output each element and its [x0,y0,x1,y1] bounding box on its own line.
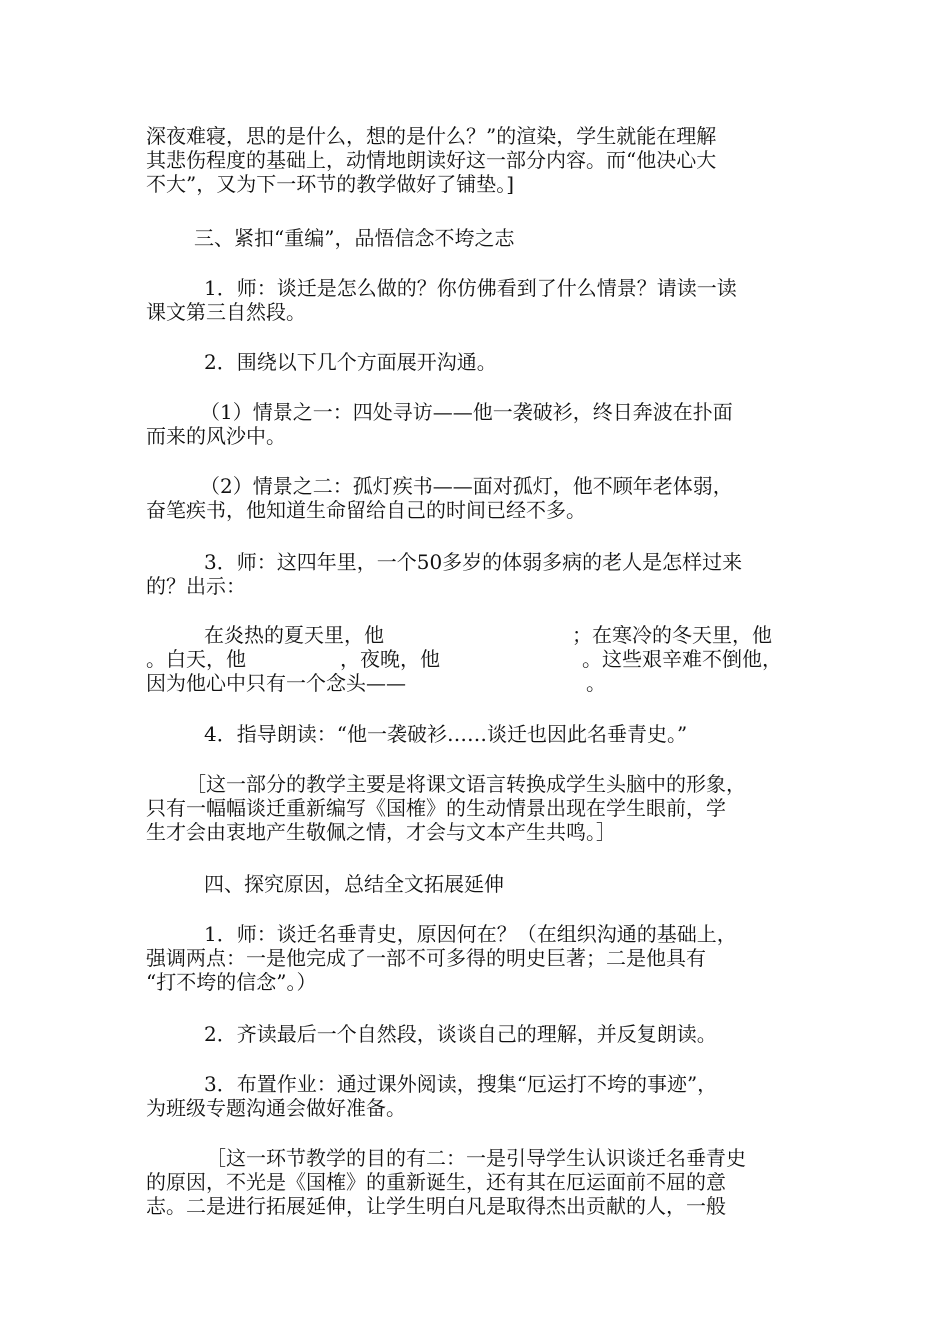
section-heading-4 [146,872,884,896]
text-line: 3．布置作业：通过课外阅读，搜集“厄运打不垮的事迹”， [204,1072,718,1096]
text-line: （2）情景之二：孤灯疾书——面对孤灯，他不顾年老体弱， [200,474,733,498]
paragraph-3-4 [146,722,826,746]
fill-text: ，夜晚，他 [340,647,440,671]
fill-text: 因为他心中只有一个念头—— [146,671,406,695]
teaching-note-3 [146,772,826,844]
text-line: 的？出示： [146,574,246,598]
fill-text: 在炎热的夏天里，他 [204,623,384,647]
text-line: 3．师：这四年里，一个50多岁的体弱多病的老人是怎样过来 [204,550,743,574]
text-line: 不大”，又为下一环节的教学做好了铺垫。] [146,172,515,196]
text-line: ［这一环节教学的目的有二：一是引导学生认识谈迁名垂青史 [206,1146,746,1170]
paragraph-4-3 [146,1072,826,1120]
paragraph-3-3 [146,550,826,598]
text-line: 只有一幅幅谈迁重新编写《国榷》的生动情景出现在学生眼前，学 [146,796,726,820]
text-line: 课文第三自然段。 [146,300,306,324]
paragraph-scene-1 [146,400,826,448]
paragraph-3-1 [146,276,826,324]
text-line: （1）情景之一：四处寻访——他一袭破衫，终日奔波在扑面 [200,400,733,424]
heading-text: 四、探究原因，总结全文拓展延伸 [204,872,504,896]
text-line: 4．指导朗读：“他一袭破衫……谈迁也因此名垂青史。” [204,722,688,746]
text-line: 1．师：谈迁是怎么做的？你仿佛看到了什么情景？请读一读 [204,276,737,300]
text-line: ［这一部分的教学主要是将课文语言转换成学生头脑中的形象， [186,772,746,796]
paragraph-3-2 [146,350,826,374]
text-line: 志。二是进行拓展延伸，让学生明白凡是取得杰出贡献的人，一般 [146,1194,726,1218]
section-heading-3 [146,226,874,250]
text-line: 强调两点：一是他完成了一部不可多得的明史巨著；二是他具有 [146,946,706,970]
fill-text: 。白天，他 [146,647,246,671]
text-line: 为班级专题沟通会做好准备。 [146,1096,406,1120]
text-line: 生才会由衷地产生敬佩之情，才会与文本产生共鸣。］ [146,820,616,844]
teaching-note-4 [146,1146,826,1218]
heading-text: 三、紧扣“重编”，品悟信念不垮之志 [194,226,515,250]
fill-text: 。这些艰辛难不倒他， [582,647,782,671]
paragraph-continuation [146,124,826,196]
text-line: 深夜难寝，思的是什么，想的是什么？”的渲染，学生就能在理解 [146,124,717,148]
text-line: 其悲伤程度的基础上，动情地朗读好这一部分内容。而“他决心大 [146,148,717,172]
text-line: 1．师：谈迁名垂青史，原因何在？（在组织沟通的基础上， [204,922,737,946]
fill-text: 。 [586,671,606,695]
text-line: 奋笔疾书，他知道生命留给自己的时间已经不多。 [146,498,586,522]
text-line: 而来的风沙中。 [146,424,286,448]
paragraph-scene-2 [146,474,826,522]
text-line: 的原因，不光是《国榷》的重新诞生，还有其在厄运面前不屈的意 [146,1170,726,1194]
fill-text: ；在寒冷的冬天里，他 [572,623,772,647]
paragraph-4-2 [146,1022,826,1046]
paragraph-4-1 [146,922,826,994]
text-line: 2．齐读最后一个自然段，谈谈自己的理解，并反复朗读。 [204,1022,717,1046]
text-line: “打不垮的信念”。） [146,970,317,994]
text-line: 2．围绕以下几个方面展开沟通。 [204,350,497,374]
